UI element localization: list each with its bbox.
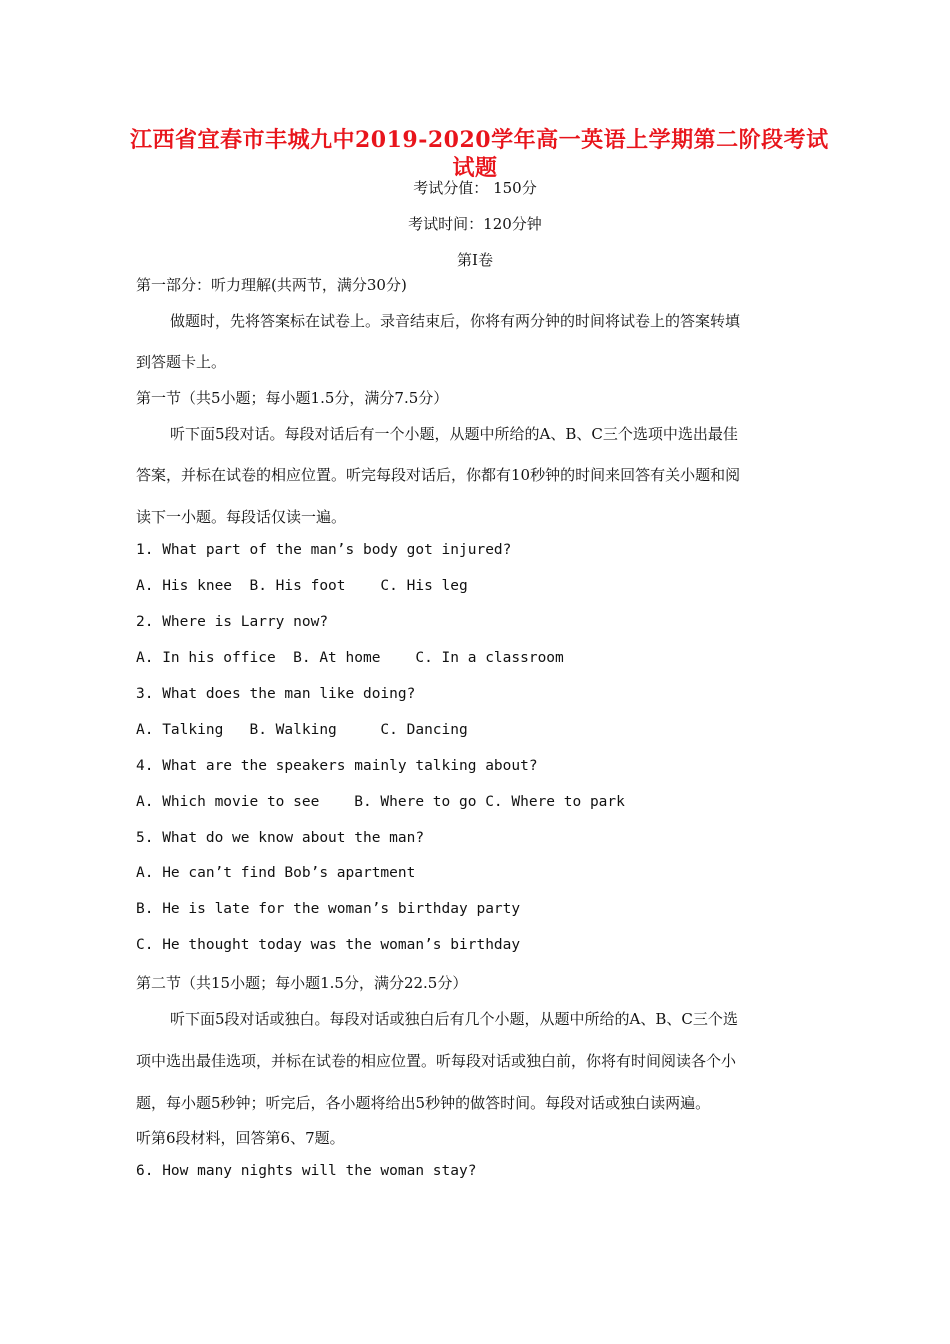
section1-heading: 第一节（共5小题；每小题1.5分，满分7.5分） bbox=[136, 389, 449, 407]
question-5-option-b: B. He is late for the woman’s birthday party bbox=[136, 901, 521, 917]
question-4-options: A. Which movie to see B. Where to go C. Where to park bbox=[136, 794, 625, 810]
question-4: 4. What are the speakers mainly talking about? bbox=[136, 758, 538, 774]
question-2-options: A. In his office B. At home C. In a classroom bbox=[136, 650, 564, 666]
question-5: 5. What do we know about the man? bbox=[136, 830, 425, 846]
question-5-option-a: A. He can’t find Bob’s apartment bbox=[136, 865, 416, 881]
volume-label: 第Ⅰ卷 bbox=[457, 251, 493, 269]
part1-heading: 第一部分：听力理解(共两节，满分30分) bbox=[136, 276, 407, 294]
section1-instruction: 听下面5段对话。每段对话后有一个小题，从题中所给的A、B、C三个选项中选出最佳 bbox=[170, 425, 738, 443]
question-2: 2. Where is Larry now? bbox=[136, 614, 329, 630]
doc-title-line-2: 试题 bbox=[452, 155, 498, 181]
section1-instruction-cont: 答案，并标在试卷的相应位置。听完每段对话后，你都有10秒钟的时间来回答有关小题和阅 bbox=[136, 466, 741, 484]
exam-score: 考试分值： 150分 bbox=[413, 179, 537, 197]
section1-instruction-end: 读下一小题。每段话仅读一遍。 bbox=[136, 508, 347, 526]
section2-instruction-end: 题，每小题5秒钟；听完后，各小题将给出5秒钟的做答时间。每段对话或独白读两遍。 bbox=[136, 1094, 711, 1112]
question-3-options: A. Talking B. Walking C. Dancing bbox=[136, 722, 468, 738]
section2-instruction-cont: 项中选出最佳选项，并标在试卷的相应位置。听每段对话或独白前，你将有时间阅读各个小 bbox=[136, 1052, 737, 1070]
material-6-label: 听第6段材料，回答第6、7题。 bbox=[136, 1129, 345, 1147]
section2-instruction: 听下面5段对话或独白。每段对话或独白后有几个小题，从题中所给的A、B、C三个选 bbox=[170, 1010, 738, 1028]
part1-instruction: 做题时，先将答案标在试卷上。录音结束后，你将有两分钟的时间将试卷上的答案转填 bbox=[170, 312, 741, 330]
doc-title-line-1: 江西省宜春市丰城九中2019-2020学年高一英语上学期第二阶段考试 bbox=[130, 127, 829, 153]
question-3: 3. What does the man like doing? bbox=[136, 686, 416, 702]
question-5-option-c: C. He thought today was the woman’s birthday bbox=[136, 937, 521, 953]
part1-instruction-cont: 到答题卡上。 bbox=[136, 353, 227, 371]
question-1-options: A. His knee B. His foot C. His leg bbox=[136, 578, 468, 594]
exam-time: 考试时间：120分钟 bbox=[408, 215, 542, 233]
question-1: 1. What part of the man’s body got injured? bbox=[136, 542, 512, 558]
section2-heading: 第二节（共15小题；每小题1.5分，满分22.5分） bbox=[136, 974, 468, 992]
question-6: 6. How many nights will the woman stay? bbox=[136, 1163, 477, 1179]
